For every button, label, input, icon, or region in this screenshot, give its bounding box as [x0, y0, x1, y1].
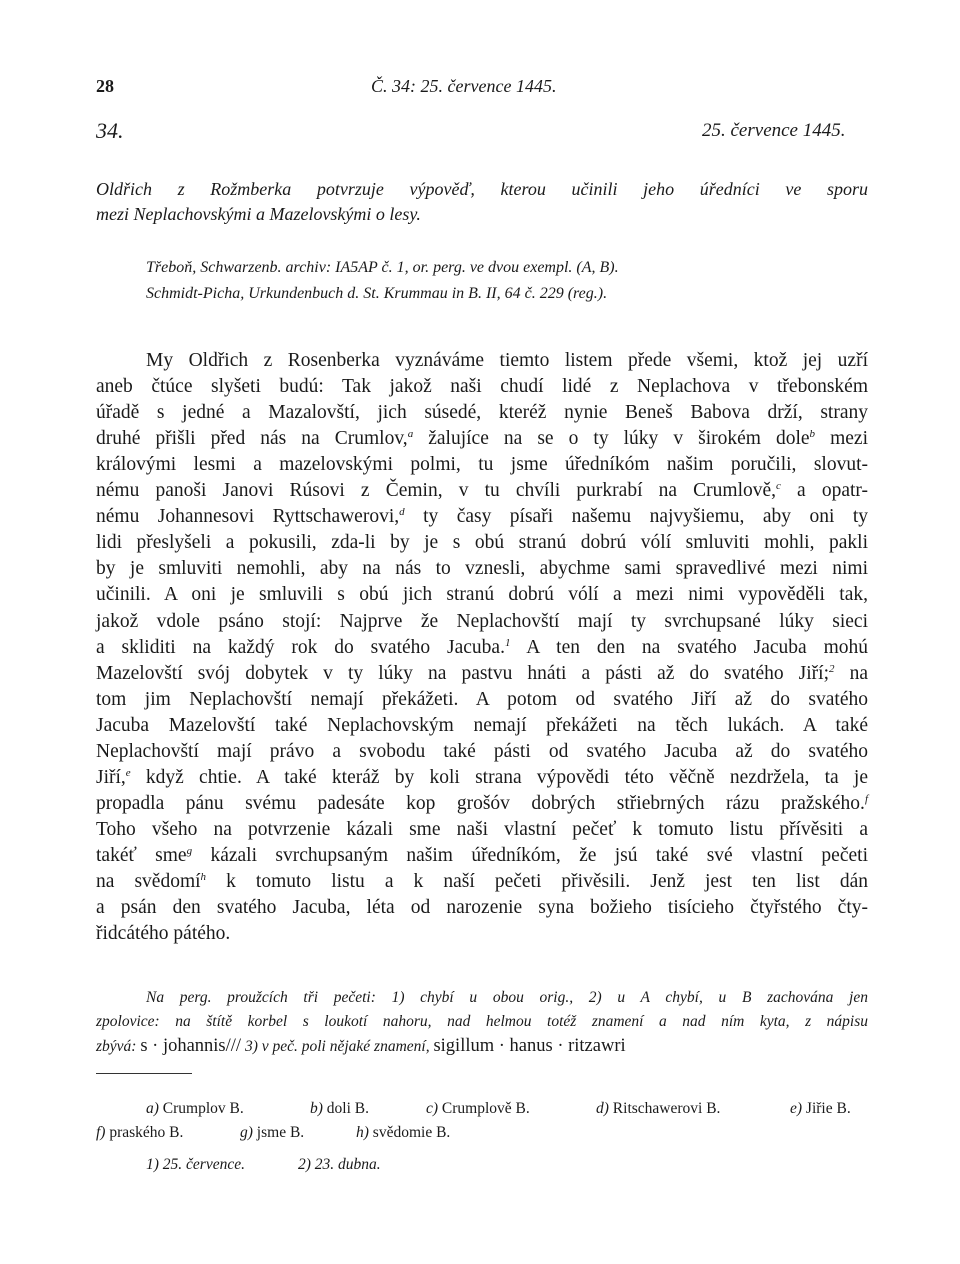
charter-text-segment: nému Johannesovi Ryttschawerovi, [96, 506, 400, 527]
footnote-mark: e [125, 767, 131, 779]
charter-line [96, 895, 868, 920]
date-note-1: 1) 25. července. [146, 1156, 245, 1173]
seal-note-third: 3) v peč. poli nějaké znamení, [241, 1038, 434, 1055]
charter-text-segment: lidi přeslyšeli a pokusili, zda-li by je s obú stranú dobrú vólí smluviti mohli, pakli [96, 532, 868, 553]
variant-note-h: h) svědomie B. [356, 1124, 451, 1141]
charter-text-segment: Neplachovští mají právo a svobodu také pásti od svatého Jacuba až do svatého [96, 741, 868, 762]
charter-line [96, 765, 868, 790]
charter-text-segment: Jiří, [96, 767, 126, 788]
footnote-mark: h [200, 871, 207, 883]
charter-text-segment: na [834, 663, 868, 684]
footnote-mark: 2 [829, 663, 835, 675]
document-number: 34. [96, 118, 124, 143]
charter-line [96, 582, 868, 607]
variant-note-e: e) Jiřie B. [790, 1100, 851, 1117]
charter-line [96, 556, 868, 581]
charter-line [96, 452, 868, 477]
page-number: 28 [96, 76, 114, 96]
variant-note-a: a) Crumplov B. [146, 1100, 244, 1117]
charter-text-segment: mezi [815, 428, 868, 449]
source-archive: Třeboň, Schwarzenb. archiv: IA5AP č. 1, or. perg. ve dvou exempl. (A, B). [146, 259, 619, 276]
charter-text-segment: a psán den svatého Jacuba, léta od narozenie syna božieho tisícieho čtyřstého čty- [96, 897, 868, 918]
seal-note-line [96, 1034, 868, 1058]
charter-line [96, 374, 868, 399]
variant-note-c: c) Crumplově B. [426, 1100, 530, 1117]
charter-text-segment: Toho všeho na potvrzenie kázali sme naši vlastní pečeť k tomuto listu přívěsiti a [96, 819, 868, 840]
charter-text-segment: kázali svrchupsaným našim úředníkóm, že jsú také své vlastní pečeti [192, 845, 868, 866]
footnote-divider [96, 1073, 192, 1074]
footnote-mark: b [809, 428, 816, 440]
charter-text-segment: královými lesmi a mazelovskými polmi, tu jsme úředníkóm našim poručili, slovut- [96, 454, 868, 475]
charter-line [96, 791, 868, 816]
charter-line [96, 478, 868, 503]
charter-line [96, 348, 868, 373]
charter-text-segment: nému panoši Janovi Rúsovi z Čemin, v tu chvíli purkrabí na Crumlově, [96, 480, 777, 501]
variant-note-g: g) jsme B. [240, 1124, 305, 1141]
seal-note-line: Na perg. proužcích tři pečeti: 1) chybí u obou orig., 2) u A chybí, u B zachována jen [146, 989, 868, 1006]
charter-text-segment: A ten den na svatého Jacuba mohú [510, 637, 868, 658]
variant-note-b: b) doli B. [310, 1100, 369, 1117]
charter-text-segment: ty časy písaři našemu najvyšiemu, aby oni ty [404, 506, 868, 527]
charter-text-segment: když chtie. A také kteráž by koli strana výpovědi této věčně nezdržela, ta je [130, 767, 868, 788]
charter-text-segment: aneb čtúce slyšeti budú: Tak jakož naši chudí lidé z Neplachova v třebonském [96, 376, 868, 397]
charter-text-segment: na svědomí [96, 871, 201, 892]
charter-text-segment: řidcátého pátého. [96, 923, 231, 944]
charter-text-segment: takéť sme [96, 845, 187, 866]
footnote-mark: g [186, 845, 193, 857]
seal-inscription-3: sigillum · hanus · ritzawri [433, 1036, 626, 1056]
date-note-2: 2) 23. dubna. [298, 1156, 381, 1173]
charter-line [96, 817, 868, 842]
running-title: Č. 34: 25. července 1445. [371, 76, 557, 96]
footnote-mark: 1 [504, 637, 511, 649]
source-edition: Schmidt-Picha, Urkundenbuch d. St. Krummau in B. II, 64 č. 229 (reg.). [146, 285, 608, 302]
charter-text-segment: žalujíce na se o ty lúky v širokém dole [413, 428, 810, 449]
charter-text-segment: tom jim Neplachovští nemají překážeti. A potom od svatého Jiří až do svatého [96, 689, 868, 710]
charter-line [96, 609, 868, 634]
footnote-mark: f [864, 793, 868, 805]
regest-line: Oldřich z Rožmberka potvrzuje výpověď, kterou učinili jeho úředníci ve sporu [96, 179, 868, 199]
charter-line [96, 635, 868, 660]
charter-text-segment: by je smluviti nemohli, aby na nás to vznesli, abychme sami spravedlivé mezi nimi [96, 558, 868, 579]
charter-line [96, 426, 868, 451]
charter-line [96, 687, 868, 712]
charter-text-segment: propadla pánu svému padesáte kop grošóv dobrých střiebrných rázu pražského. [96, 793, 865, 814]
charter-text-segment: úřadě s jedné a Mazalovští, jich súsedé, kteréž nynie Beneš Babova drží, strany [96, 402, 868, 423]
footnote-mark: c [776, 480, 781, 492]
charter-text-segment: Jacuba Mazelovští také Neplachovským nemají překážeti na těch lukách. A také [96, 715, 868, 736]
charter-line [96, 843, 868, 868]
seal-inscription-1: s · johannis/// [140, 1036, 242, 1056]
footnote-mark: d [399, 506, 405, 518]
charter-line [96, 661, 868, 686]
charter-line [96, 739, 868, 764]
charter-text-segment: druhé přišli před nás na Crumlov, [96, 428, 408, 449]
charter-line [96, 713, 868, 738]
charter-text-segment: učinili. A oni je smluvili s obú jich stranú dobrú vólí a mezi nimi vypověděli tak, [96, 584, 868, 605]
charter-text-segment: Mazelovští svój dobytek v ty lúky na pastvu hnáti a pásti až do svatého Jiří; [96, 663, 830, 684]
charter-text-segment: jakož vdole psáno stojí: Najprve že Neplachovští mají ty svrchupsané lúky sieci [96, 611, 868, 632]
variant-note-f: f) praského B. [96, 1124, 184, 1141]
document-date: 25. července 1445. [702, 120, 846, 141]
charter-text-segment: My Oldřich z Rosenberka vyznáváme tiemto listem přede všemi, ktož jej uzří [146, 350, 868, 371]
charter-text-segment: k tomuto listu a k naší pečeti přivěsili. Jenž jest ten list dán [206, 871, 869, 892]
seal-note-line: zpolovice: na štítě korbel s loukotí nahoru, nad helmou totéž znamení a nad ním kyta, z nápisu [96, 1013, 868, 1030]
charter-line [96, 530, 868, 555]
seal-note-remaining-label: zbývá: [96, 1038, 141, 1055]
charter-line [96, 921, 868, 946]
footnote-mark: a [407, 428, 414, 440]
charter-line [96, 869, 868, 894]
charter-line [96, 400, 868, 425]
charter-text-segment: a opatr- [780, 480, 869, 501]
variant-note-d: d) Ritschawerovi B. [596, 1100, 721, 1117]
charter-line [96, 504, 868, 529]
charter-text-segment: a skliditi na každý rok do svatého Jacuba. [96, 637, 505, 658]
regest-line: mezi Neplachovskými a Mazelovskými o lesy. [96, 204, 421, 224]
